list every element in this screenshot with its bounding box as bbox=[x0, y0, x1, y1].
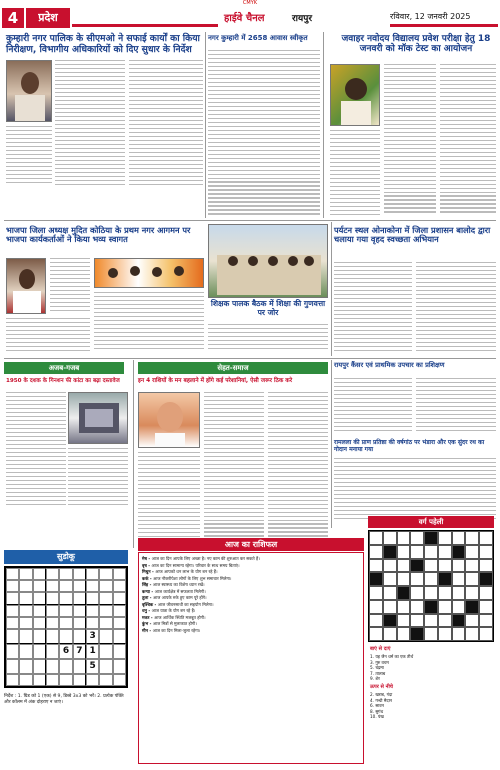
crossword-clue: 8. सुगंध bbox=[370, 708, 384, 714]
sudoku-cell[interactable] bbox=[113, 617, 126, 629]
crossword-cell[interactable] bbox=[369, 627, 383, 641]
article-body bbox=[6, 318, 90, 354]
crossword-block bbox=[452, 614, 466, 628]
horoscope-text: आज आर्थिक स्थिति मजबूत होगी। bbox=[154, 614, 206, 620]
crossword-cell[interactable] bbox=[438, 559, 452, 573]
crossword-cell[interactable] bbox=[369, 614, 383, 628]
crossword-cell[interactable] bbox=[424, 559, 438, 573]
crossword-cell[interactable] bbox=[424, 614, 438, 628]
crossword-block bbox=[465, 600, 479, 614]
sudoku-cell[interactable] bbox=[113, 568, 126, 580]
article-body bbox=[6, 392, 66, 510]
section-band-crossword: वर्ग पहेली bbox=[368, 516, 494, 528]
horoscope-text: आज आपको धन लाभ के योग बन रहे हैं। bbox=[155, 569, 218, 574]
crossword-clue: 3. गुरु वचन bbox=[370, 659, 389, 665]
sudoku-cell[interactable] bbox=[113, 629, 126, 644]
article-headline: भाजपा जिला अध्यक्ष मुदित कोठिया के प्रथम नगर आगमन पर भाजपा कार्यकर्ताओं ने किया भव्य स्वागत bbox=[6, 225, 191, 245]
sudoku-cell[interactable] bbox=[19, 592, 32, 604]
sudoku-cell[interactable] bbox=[99, 605, 112, 617]
crossword-cell[interactable] bbox=[424, 586, 438, 600]
sudoku-cell[interactable]: 5 bbox=[86, 659, 99, 674]
sudoku-cell[interactable] bbox=[33, 568, 46, 580]
crossword-clue: 1. यह जैन धर्म का एक तीर्थ bbox=[370, 654, 414, 659]
sudoku-cell[interactable] bbox=[19, 674, 32, 686]
crossword-clue: 5. चंद्रमा bbox=[370, 665, 384, 671]
crossword-cell[interactable] bbox=[369, 531, 383, 545]
sudoku-cell[interactable] bbox=[59, 629, 72, 644]
crossword-cell[interactable] bbox=[452, 600, 466, 614]
sudoku-cell[interactable] bbox=[113, 644, 126, 659]
column-rule bbox=[331, 222, 332, 356]
sudoku-cell[interactable] bbox=[19, 659, 32, 674]
sudoku-cell[interactable] bbox=[99, 674, 112, 686]
sudoku-cell[interactable] bbox=[6, 617, 19, 629]
horoscope-text: आज कार्यक्षेत्र में सफलता मिलेगी। bbox=[154, 588, 206, 594]
crossword-cell[interactable] bbox=[383, 627, 397, 641]
sudoku-cell[interactable] bbox=[73, 605, 86, 617]
article-body bbox=[334, 378, 412, 436]
sudoku-cell[interactable] bbox=[113, 659, 126, 674]
article-body bbox=[334, 262, 412, 356]
sudoku-cell[interactable] bbox=[73, 659, 86, 674]
crossword-cell[interactable] bbox=[438, 531, 452, 545]
article-photo bbox=[6, 60, 52, 122]
sudoku-cell[interactable] bbox=[99, 629, 112, 644]
sudoku-cell[interactable] bbox=[73, 592, 86, 604]
sudoku-cell[interactable] bbox=[6, 644, 19, 659]
sudoku-cell[interactable] bbox=[86, 605, 99, 617]
sudoku-cell[interactable] bbox=[59, 617, 72, 629]
horoscope-text: आज का दिन आपके लिए अच्छा है। नए काम की शुरुआत कर सकते हैं। bbox=[151, 556, 260, 561]
sudoku-cell[interactable] bbox=[46, 617, 59, 629]
sudoku-cell[interactable] bbox=[33, 592, 46, 604]
sudoku-cell[interactable]: 1 bbox=[86, 644, 99, 659]
crossword-cell[interactable] bbox=[438, 586, 452, 600]
sudoku-cell[interactable] bbox=[19, 629, 32, 644]
section-band-sudoku: सुडोकू bbox=[4, 550, 128, 564]
crossword-cell[interactable] bbox=[465, 559, 479, 573]
crossword-block bbox=[369, 572, 383, 586]
horoscope-entry bbox=[142, 628, 360, 634]
crossword-block bbox=[479, 572, 493, 586]
crossword-block bbox=[410, 559, 424, 573]
sudoku-cell[interactable] bbox=[19, 580, 32, 592]
crossword-cell[interactable] bbox=[438, 600, 452, 614]
crossword-cell[interactable] bbox=[479, 531, 493, 545]
crossword-cell[interactable] bbox=[397, 572, 411, 586]
crossword-cell[interactable] bbox=[397, 531, 411, 545]
crossword-cell[interactable] bbox=[369, 586, 383, 600]
page-number: 4 bbox=[2, 8, 24, 28]
crossword-cell[interactable] bbox=[465, 531, 479, 545]
crossword-block bbox=[397, 586, 411, 600]
crossword-clue: 7. तालाब bbox=[370, 670, 386, 676]
column-rule bbox=[205, 32, 206, 218]
sudoku-cell[interactable] bbox=[46, 674, 59, 686]
article-body bbox=[50, 258, 90, 314]
sudoku-cell[interactable] bbox=[113, 674, 126, 686]
crossword-clue: 4. गन्धी मैदान bbox=[370, 697, 392, 703]
crossword-cell[interactable] bbox=[410, 600, 424, 614]
horoscope-sign: वृष - bbox=[142, 562, 152, 568]
crossword-cell[interactable] bbox=[452, 572, 466, 586]
horoscope-sign: धनु - bbox=[142, 608, 152, 613]
sudoku-cell[interactable] bbox=[99, 580, 112, 592]
sudoku-cell[interactable] bbox=[59, 659, 72, 674]
horoscope-entry bbox=[142, 582, 360, 588]
sudoku-cell[interactable] bbox=[46, 659, 59, 674]
horoscope-sign: कन्या - bbox=[142, 588, 155, 594]
crossword-cell[interactable] bbox=[479, 600, 493, 614]
article-body bbox=[416, 378, 496, 436]
section-rule bbox=[4, 220, 496, 221]
horoscope-box bbox=[138, 552, 364, 764]
horoscope-entry bbox=[142, 569, 360, 575]
sudoku-cell[interactable] bbox=[86, 568, 99, 580]
article-headline: रायपुर कैंसर एवं प्राथमिक उपचार का प्रशिक्षण bbox=[334, 361, 445, 369]
section-label: प्रदेश bbox=[26, 8, 70, 28]
sudoku-cell[interactable] bbox=[6, 568, 19, 580]
horoscope-entry bbox=[142, 608, 360, 614]
sudoku-cell[interactable] bbox=[86, 592, 99, 604]
horoscope-entry bbox=[142, 563, 360, 569]
article-body bbox=[138, 452, 200, 546]
article-photo bbox=[208, 224, 328, 298]
horoscope-sign: मकर - bbox=[142, 614, 155, 620]
sudoku-cell[interactable] bbox=[6, 580, 19, 592]
sudoku-cell[interactable] bbox=[6, 629, 19, 644]
article-photo bbox=[6, 258, 46, 314]
sudoku-cell[interactable] bbox=[46, 568, 59, 580]
sudoku-cell[interactable] bbox=[73, 580, 86, 592]
horoscope-text: आज का दिन सामान्य रहेगा। परिवार के साथ समय बिताएं। bbox=[151, 562, 240, 568]
crossword-cell[interactable] bbox=[397, 545, 411, 559]
sudoku-cell[interactable] bbox=[99, 592, 112, 604]
sudoku-cell[interactable] bbox=[33, 617, 46, 629]
sudoku-cell[interactable] bbox=[73, 617, 86, 629]
crossword-block bbox=[424, 531, 438, 545]
column-rule bbox=[133, 360, 134, 548]
crossword-block bbox=[438, 572, 452, 586]
horoscope-entry bbox=[142, 595, 360, 601]
sudoku-cell[interactable] bbox=[59, 568, 72, 580]
column-rule bbox=[331, 360, 332, 528]
article-headline: नगर कुम्हारी में 2658 आवास स्वीकृत bbox=[208, 34, 308, 42]
crossword-cell[interactable] bbox=[438, 545, 452, 559]
sudoku-cell[interactable] bbox=[6, 605, 19, 617]
sudoku-cell[interactable] bbox=[33, 644, 46, 659]
article-body bbox=[208, 324, 328, 354]
crossword-cell[interactable] bbox=[369, 559, 383, 573]
crossword-cell[interactable] bbox=[465, 572, 479, 586]
sudoku-cell[interactable] bbox=[86, 617, 99, 629]
crossword-cell[interactable] bbox=[438, 614, 452, 628]
sudoku-cell[interactable] bbox=[46, 592, 59, 604]
sudoku-cell[interactable] bbox=[33, 605, 46, 617]
crossword-grid[interactable] bbox=[368, 530, 494, 642]
sudoku-cell[interactable] bbox=[33, 580, 46, 592]
horoscope-sign: सिंह - bbox=[142, 582, 153, 587]
crossword-cell[interactable] bbox=[397, 559, 411, 573]
crossword-clue: 2. खराब, गंदा bbox=[370, 692, 393, 697]
crossword-cell[interactable] bbox=[424, 545, 438, 559]
crossword-cell[interactable] bbox=[424, 627, 438, 641]
horoscope-text: आज नौकरीपेशा लोगों के लिए शुभ समाचार मिलेगा। bbox=[153, 575, 232, 581]
horoscope-entry bbox=[142, 556, 360, 562]
horoscope-sign: मेष - bbox=[142, 556, 152, 561]
article-body bbox=[129, 60, 203, 190]
crossword-cell[interactable] bbox=[410, 545, 424, 559]
article-body bbox=[334, 458, 496, 524]
sudoku-cell[interactable] bbox=[33, 659, 46, 674]
article-body bbox=[208, 50, 320, 218]
crossword-block bbox=[452, 545, 466, 559]
crossword-cell[interactable] bbox=[383, 559, 397, 573]
sudoku-cell[interactable] bbox=[99, 617, 112, 629]
crossword-cell[interactable] bbox=[397, 614, 411, 628]
article-body bbox=[94, 292, 204, 352]
horoscope-entry bbox=[142, 576, 360, 582]
crossword-block bbox=[383, 545, 397, 559]
sudoku-cell[interactable] bbox=[33, 674, 46, 686]
crossword-cell[interactable] bbox=[479, 559, 493, 573]
city-name: रायपुर bbox=[292, 14, 313, 24]
crossword-down-clues bbox=[370, 692, 494, 720]
horoscope-entry bbox=[142, 589, 360, 595]
sudoku-cell[interactable] bbox=[33, 629, 46, 644]
sudoku-cell[interactable] bbox=[19, 568, 32, 580]
horoscope-sign: मिथुन - bbox=[142, 569, 156, 574]
sudoku-cell[interactable] bbox=[46, 605, 59, 617]
sudoku-cell[interactable] bbox=[113, 580, 126, 592]
sudoku-cell[interactable] bbox=[46, 629, 59, 644]
article-body bbox=[68, 448, 128, 510]
crossword-cell[interactable] bbox=[465, 627, 479, 641]
sudoku-cell[interactable] bbox=[86, 674, 99, 686]
sudoku-cell[interactable] bbox=[19, 617, 32, 629]
sudoku-cell[interactable] bbox=[19, 605, 32, 617]
horoscope-text: आज मित्रों से मुलाकात होगी। bbox=[152, 621, 197, 626]
horoscope-text: आज का दिन मिला-जुला रहेगा। bbox=[152, 627, 201, 633]
sudoku-cell[interactable] bbox=[19, 644, 32, 659]
sudoku-cell[interactable] bbox=[113, 605, 126, 617]
horoscope-sign: मीन - bbox=[142, 627, 153, 633]
crossword-across-title: बाएं से दाएं bbox=[370, 646, 391, 652]
sudoku-cell[interactable] bbox=[86, 580, 99, 592]
crossword-cell[interactable] bbox=[410, 614, 424, 628]
masthead bbox=[2, 8, 498, 28]
sudoku-cell[interactable] bbox=[6, 592, 19, 604]
sudoku-cell[interactable] bbox=[73, 629, 86, 644]
sudoku-cell[interactable] bbox=[113, 592, 126, 604]
masthead-rule-left bbox=[72, 24, 218, 27]
crossword-cell[interactable] bbox=[452, 531, 466, 545]
sudoku-cell[interactable] bbox=[46, 644, 59, 659]
crossword-clue: 9. शेर bbox=[370, 676, 380, 682]
article-headline: पर्यटन स्थल ओनाकोना में जिला प्रशासन बालोद द्वारा चलाया गया वृहद स्वच्छता अभियान bbox=[334, 225, 491, 245]
crossword-cell[interactable] bbox=[452, 627, 466, 641]
article-headline: इन 4 राशियों के मन बहलाने में होंगे कई परेशानियां, ऐसी जरूर ठिक करे bbox=[138, 378, 293, 384]
horoscope-entry bbox=[142, 602, 360, 608]
crossword-clue: 6. सावन bbox=[370, 703, 384, 709]
crossword-cell[interactable] bbox=[424, 572, 438, 586]
horoscope-text: आज स्वास्थ्य का विशेष ध्यान रखें। bbox=[152, 582, 205, 587]
sudoku-cell[interactable]: 6 bbox=[59, 644, 72, 659]
article-photo bbox=[68, 392, 128, 444]
article-body bbox=[55, 60, 125, 190]
crossword-cell[interactable] bbox=[410, 572, 424, 586]
sudoku-cell[interactable] bbox=[73, 568, 86, 580]
crossword-down-title: ऊपर से नीचे bbox=[370, 684, 393, 690]
sudoku-cell[interactable] bbox=[59, 592, 72, 604]
sudoku-cell[interactable] bbox=[6, 674, 19, 686]
crossword-clue: 10. पंख bbox=[370, 714, 384, 720]
column-rule bbox=[323, 32, 324, 218]
sudoku-cell[interactable] bbox=[73, 674, 86, 686]
sudoku-cell[interactable] bbox=[59, 605, 72, 617]
crossword-cell[interactable] bbox=[369, 545, 383, 559]
horoscope-text: आज आपके रुके हुए काम पूरे होंगे। bbox=[152, 595, 207, 600]
article-photo bbox=[138, 392, 200, 448]
crossword-cell[interactable] bbox=[452, 586, 466, 600]
crossword-block bbox=[410, 627, 424, 641]
sudoku-cell[interactable] bbox=[99, 659, 112, 674]
crossword-cell[interactable] bbox=[383, 586, 397, 600]
section-band-ajab: अजब-गजब bbox=[4, 362, 124, 374]
crossword-across-clues bbox=[370, 654, 494, 682]
crossword-cell[interactable] bbox=[479, 586, 493, 600]
horoscope-sign: कुंभ - bbox=[142, 621, 153, 626]
crossword-cell[interactable] bbox=[479, 627, 493, 641]
cmyk-mark: CMYK bbox=[242, 0, 258, 6]
crossword-cell[interactable] bbox=[479, 545, 493, 559]
article-headline: कुम्हारी नगर पालिक के सीएमओ ने सफाई कार्यों का किया निरीक्षण, विभागीय अधिकारियों को दिए सुधार के निर्देश bbox=[6, 33, 200, 55]
crossword-cell[interactable] bbox=[383, 531, 397, 545]
article-body bbox=[384, 64, 436, 218]
sudoku-grid[interactable] bbox=[4, 566, 128, 688]
sudoku-cell[interactable] bbox=[46, 580, 59, 592]
article-photo bbox=[330, 64, 380, 126]
crossword-cell[interactable] bbox=[465, 545, 479, 559]
article-body bbox=[330, 130, 380, 218]
section-band-health: सेहत-समाज bbox=[138, 362, 328, 374]
sudoku-cell[interactable] bbox=[59, 674, 72, 686]
article-headline: जवाहर नवोदय विद्यालय प्रवेश परीक्षा हेतु 18 जनवरी को मॉक टेस्ट का आयोजन bbox=[341, 34, 491, 55]
crossword-cell[interactable] bbox=[397, 600, 411, 614]
crossword-block bbox=[424, 600, 438, 614]
crossword-cell[interactable] bbox=[369, 600, 383, 614]
article-headline: शिक्षक पालक बैठक में शिक्षा की गुणवत्ता पर जोर bbox=[210, 299, 326, 317]
article-body bbox=[416, 262, 496, 356]
article-photo bbox=[94, 258, 204, 288]
issue-date: रविवार, 12 जनवरी 2025 bbox=[390, 12, 471, 21]
horoscope-sign: कर्क - bbox=[142, 575, 154, 581]
horoscope-entry bbox=[142, 615, 360, 621]
article-body bbox=[204, 392, 264, 546]
sudoku-cell[interactable] bbox=[99, 644, 112, 659]
masthead-rule-right bbox=[390, 24, 498, 27]
crossword-cell[interactable] bbox=[397, 627, 411, 641]
sudoku-cell[interactable] bbox=[99, 568, 112, 580]
brand-name: हाईवे चैनल bbox=[224, 13, 265, 24]
horoscope-entry bbox=[142, 621, 360, 627]
crossword-block bbox=[383, 614, 397, 628]
sudoku-cell[interactable]: 7 bbox=[73, 644, 86, 659]
sudoku-cell[interactable] bbox=[6, 659, 19, 674]
crossword-cell[interactable] bbox=[383, 600, 397, 614]
crossword-cell[interactable] bbox=[465, 586, 479, 600]
horoscope-sign: तुला - bbox=[142, 595, 153, 600]
crossword-cell[interactable] bbox=[465, 614, 479, 628]
sudoku-instructions: निर्देश : 1. ग्रिड को 1 (एक) से 9, डिब्बे 3x3 को भरें। 2. प्रत्येक पंक्ति और कॉलम में अंक दोहराए न जाएं। bbox=[4, 694, 124, 705]
crossword-cell[interactable] bbox=[410, 531, 424, 545]
sudoku-cell[interactable]: 3 bbox=[86, 629, 99, 644]
section-band-horoscope: आज का राशिफल bbox=[138, 538, 364, 551]
article-headline: रामलला की प्राण प्रतिष्ठा की वर्षगांठ पर भंडारा और एक सुंदर रथ का गोदान मनाया गया bbox=[334, 439, 485, 453]
crossword-cell[interactable] bbox=[438, 627, 452, 641]
section-rule bbox=[4, 358, 496, 359]
article-body bbox=[6, 126, 52, 190]
crossword-cell[interactable] bbox=[410, 586, 424, 600]
article-body bbox=[440, 64, 496, 218]
horoscope-text: आज जीवनसाथी का सहयोग मिलेगा। bbox=[157, 601, 214, 607]
horoscope-text: आज यात्रा के योग बन रहे हैं। bbox=[151, 608, 196, 613]
crossword-cell[interactable] bbox=[383, 572, 397, 586]
sudoku-cell[interactable] bbox=[59, 580, 72, 592]
article-headline: 1950 के दशक के गिनशन फी कांटा का बढ़ा दस्तावेज bbox=[6, 378, 120, 384]
crossword-cell[interactable] bbox=[479, 614, 493, 628]
crossword-cell[interactable] bbox=[452, 559, 466, 573]
horoscope-sign: वृश्चिक - bbox=[142, 601, 158, 607]
article-body bbox=[268, 392, 328, 546]
